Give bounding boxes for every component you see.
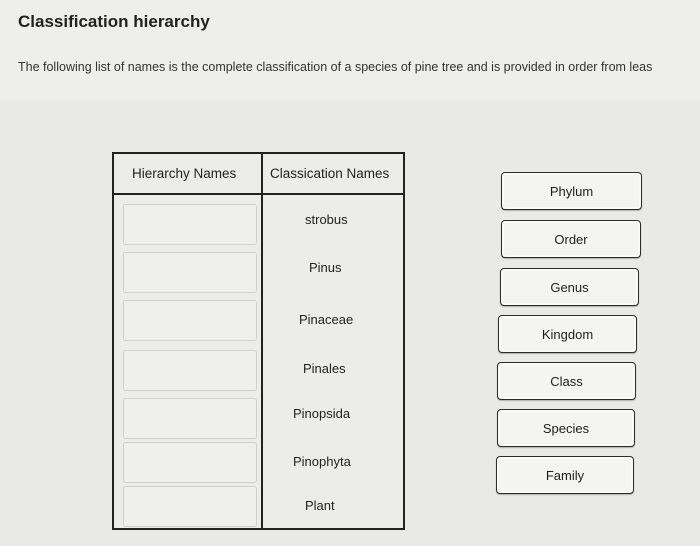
hierarchy-dropzone-4[interactable] — [123, 350, 257, 391]
hierarchy-dropzone-3[interactable] — [123, 300, 257, 341]
page-description: The following list of names is the complete classification of a species of pine tree and is provided in order from leas — [18, 60, 653, 74]
header-hierarchy-names: Hierarchy Names — [132, 166, 237, 181]
classification-name-7: Plant — [305, 498, 335, 513]
classification-name-3: Pinaceae — [299, 312, 354, 327]
header-divider — [114, 193, 403, 195]
choice-genus[interactable]: Genus — [500, 268, 639, 306]
classification-name-1: strobus — [305, 212, 348, 227]
choice-kingdom[interactable]: Kingdom — [498, 315, 637, 353]
column-divider — [261, 154, 263, 528]
classification-name-4: Pinales — [303, 361, 346, 376]
choice-class[interactable]: Class — [497, 362, 636, 400]
choice-order[interactable]: Order — [501, 220, 641, 258]
hierarchy-dropzone-6[interactable] — [123, 442, 257, 483]
classification-name-6: Pinophyta — [293, 454, 351, 469]
classification-name-5: Pinopsida — [293, 406, 351, 421]
choice-phylum[interactable]: Phylum — [501, 172, 642, 210]
header — [0, 0, 700, 100]
choice-family[interactable]: Family — [496, 456, 634, 494]
page-title: Classification hierarchy — [18, 12, 210, 31]
classification-table — [112, 152, 405, 530]
hierarchy-dropzone-5[interactable] — [123, 398, 257, 439]
hierarchy-dropzone-7[interactable] — [123, 486, 257, 527]
hierarchy-dropzone-2[interactable] — [123, 252, 257, 293]
classification-name-2: Pinus — [309, 260, 342, 275]
choice-species[interactable]: Species — [497, 409, 635, 447]
header-classification-names: Classication Names — [270, 166, 390, 181]
hierarchy-dropzone-1[interactable] — [123, 204, 257, 245]
